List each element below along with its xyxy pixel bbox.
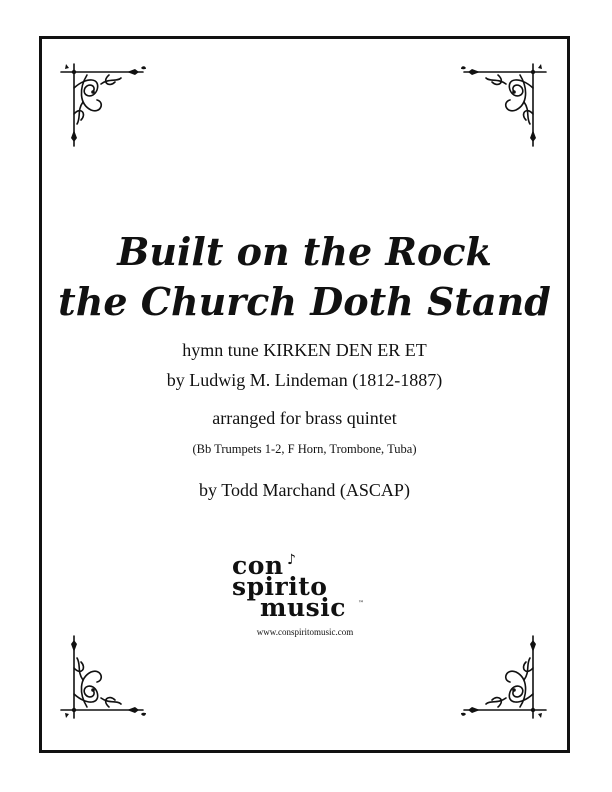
music-note-icon: ♪ <box>287 552 296 568</box>
hymn-tune-line: hymn tune KIRKEN DEN ER ET <box>182 340 427 360</box>
trademark-symbol: ™ <box>358 600 364 607</box>
title-line-1: Built on the Rock <box>117 229 492 274</box>
logo-word-con: con <box>232 551 284 580</box>
instrumentation-line: (Bb Trumpets 1-2, F Horn, Trombone, Tuba) <box>192 442 417 456</box>
title-line-2: the Church Doth Stand <box>58 279 551 324</box>
composer-line: by Ludwig M. Lindeman (1812-1887) <box>166 370 443 390</box>
logo-word-music: music <box>260 593 346 622</box>
arrangement-line: arranged for brass quintet <box>212 408 397 428</box>
publisher-logo <box>230 551 380 645</box>
logo-word-spirito: spirito <box>232 572 328 601</box>
corner-flourish-bottom-left-icon <box>57 632 149 724</box>
corner-flourish-top-left-icon <box>57 58 149 150</box>
arranger-line: by Todd Marchand (ASCAP) <box>199 480 410 500</box>
corner-flourish-top-right-icon <box>458 58 550 150</box>
corner-flourish-bottom-right-icon <box>458 632 550 724</box>
publisher-url[interactable]: www.conspiritomusic.com <box>256 627 354 637</box>
